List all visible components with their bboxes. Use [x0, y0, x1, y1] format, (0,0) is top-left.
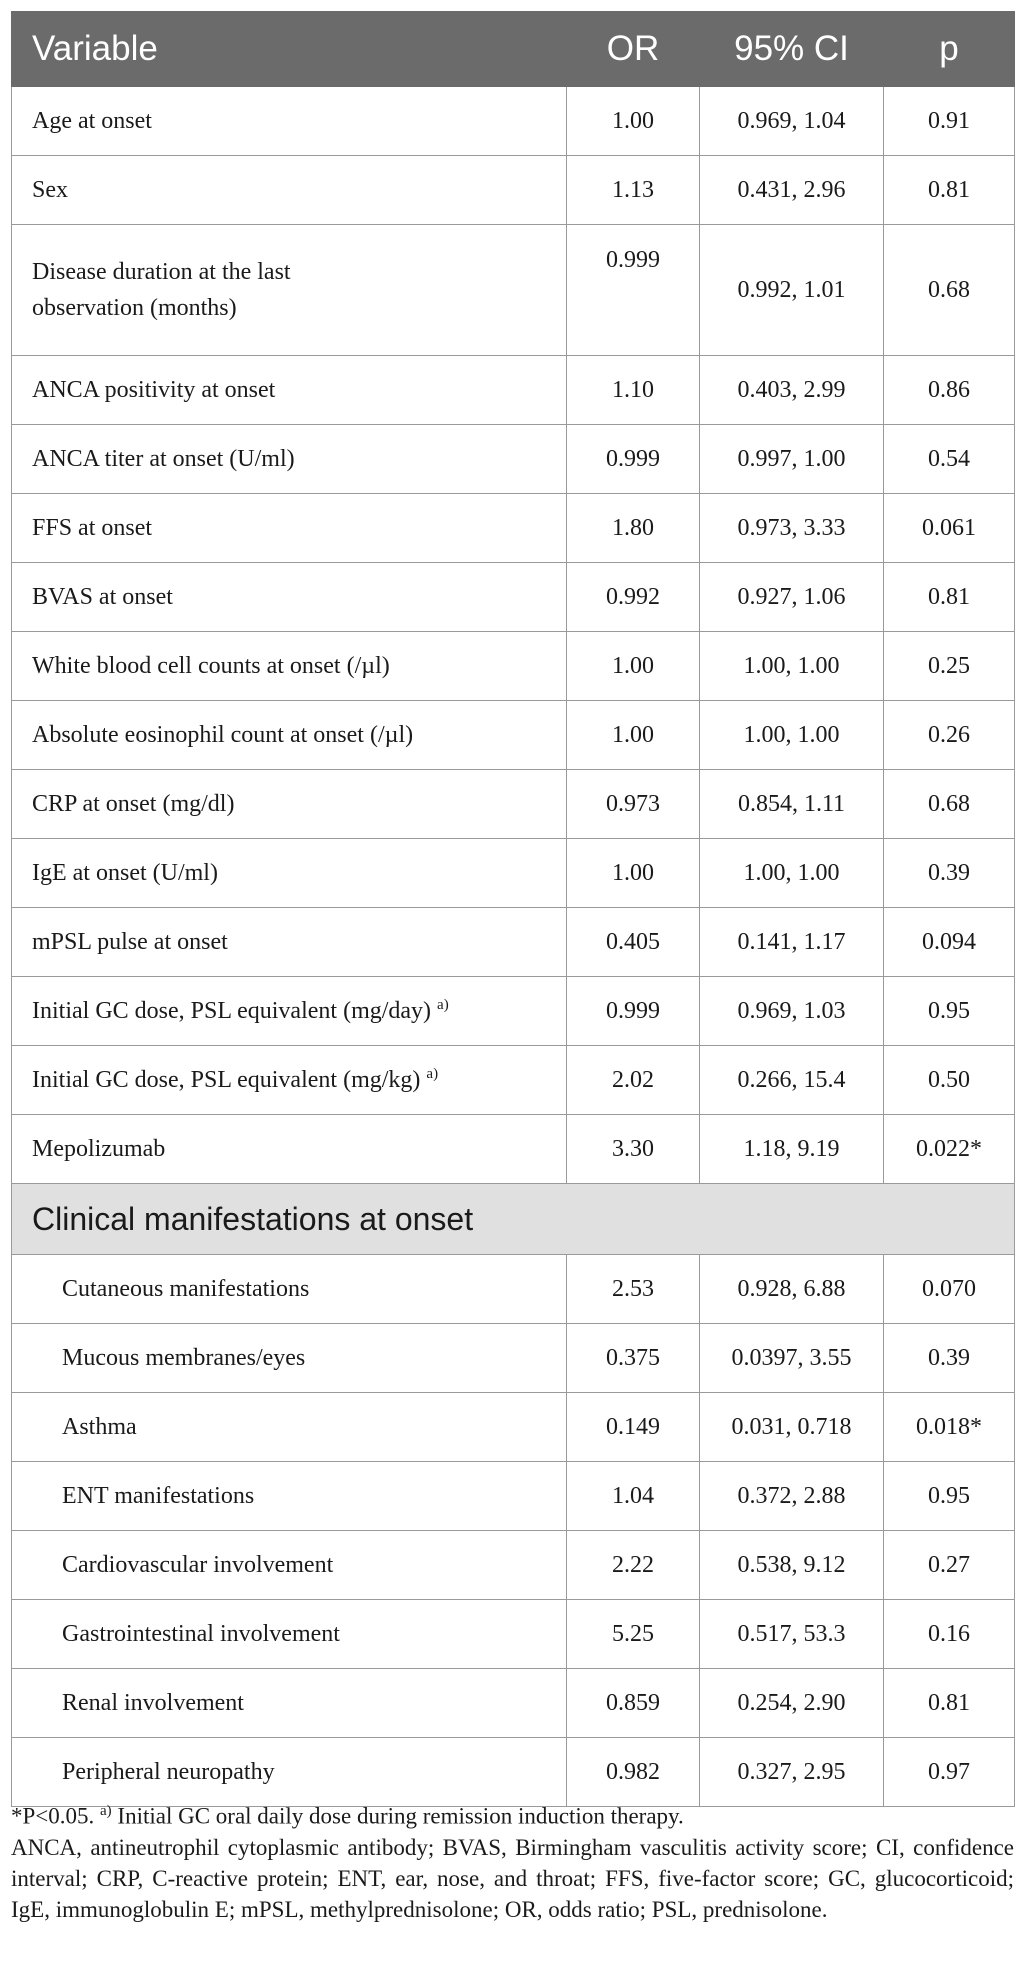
table-row — [12, 1531, 1015, 1600]
row-variable — [12, 977, 567, 1046]
row-or: 0.405 — [567, 908, 700, 977]
table-row — [12, 425, 1015, 494]
row-ci: 0.031, 0.718 — [700, 1393, 884, 1462]
table-row — [12, 701, 1015, 770]
table-row — [12, 632, 1015, 701]
table-row — [12, 1115, 1015, 1184]
row-ci: 0.992, 1.01 — [700, 225, 884, 356]
footnote-a-marker: a) — [100, 1803, 112, 1819]
row-variable — [12, 1046, 567, 1115]
row-ci: 0.431, 2.96 — [700, 156, 884, 225]
row-variable: White blood cell counts at onset (/µl) — [12, 632, 567, 701]
table-row — [12, 87, 1015, 156]
row-variable: ANCA titer at onset (U/ml) — [12, 425, 567, 494]
row-variable: Absolute eosinophil count at onset (/µl) — [12, 701, 567, 770]
row-p: 0.022* — [884, 1115, 1015, 1184]
table-header-row — [12, 12, 1015, 87]
section-title: Clinical manifestations at onset — [12, 1184, 1015, 1255]
row-or: 1.10 — [567, 356, 700, 425]
row-or: 0.973 — [567, 770, 700, 839]
row-p: 0.95 — [884, 1462, 1015, 1531]
table-row — [12, 1324, 1015, 1393]
row-ci: 0.973, 3.33 — [700, 494, 884, 563]
row-or: 1.13 — [567, 156, 700, 225]
row-p: 0.68 — [884, 225, 1015, 356]
footnote-marker: a) — [426, 1066, 439, 1082]
row-variable: IgE at onset (U/ml) — [12, 839, 567, 908]
footnote-sig-text: *P<0.05. — [11, 1803, 95, 1829]
row-variable-line1: Disease duration at the last — [32, 259, 291, 285]
row-variable: Gastrointestinal involvement — [12, 1600, 567, 1669]
row-ci: 0.997, 1.00 — [700, 425, 884, 494]
table-row — [12, 977, 1015, 1046]
row-ci: 0.854, 1.11 — [700, 770, 884, 839]
row-p: 0.86 — [884, 356, 1015, 425]
row-ci: 0.403, 2.99 — [700, 356, 884, 425]
row-ci: 1.00, 1.00 — [700, 839, 884, 908]
results-table-container — [11, 11, 1014, 1807]
row-or: 0.859 — [567, 1669, 700, 1738]
footnote-significance — [11, 1796, 1014, 1832]
row-ci: 0.969, 1.03 — [700, 977, 884, 1046]
row-variable: Age at onset — [12, 87, 567, 156]
row-or: 2.02 — [567, 1046, 700, 1115]
row-variable: CRP at onset (mg/dl) — [12, 770, 567, 839]
header-p: p — [884, 12, 1015, 87]
header-ci: 95% CI — [700, 12, 884, 87]
table-row — [12, 1255, 1015, 1324]
table-row — [12, 1600, 1015, 1669]
table-footnotes — [11, 1796, 1014, 1925]
row-or: 0.992 — [567, 563, 700, 632]
row-p: 0.094 — [884, 908, 1015, 977]
row-variable: Asthma — [12, 1393, 567, 1462]
row-variable: Renal involvement — [12, 1669, 567, 1738]
row-ci: 0.327, 2.95 — [700, 1738, 884, 1807]
row-variable: Sex — [12, 156, 567, 225]
row-p: 0.81 — [884, 156, 1015, 225]
row-or: 1.00 — [567, 632, 700, 701]
row-ci: 0.254, 2.90 — [700, 1669, 884, 1738]
row-p: 0.68 — [884, 770, 1015, 839]
row-p: 0.91 — [884, 87, 1015, 156]
footnote-abbreviations: ANCA, antineutrophil cytoplasmic antibody; BVAS, Birmingham vasculitis activity score; CI, confidence interval; CRP, C-reactive protein; ENT, ear, nose, and throat; FFS, five-factor score; GC, glucocorticoid; IgE, immunoglobulin E; mPSL, methylprednisolone; OR, odds ratio; PSL, prednisolone. — [11, 1834, 1014, 1922]
table-row — [12, 908, 1015, 977]
row-variable: ANCA positivity at onset — [12, 356, 567, 425]
footnote-a-text: Initial GC oral daily dose during remission induction therapy. — [111, 1803, 684, 1829]
row-variable: ENT manifestations — [12, 1462, 567, 1531]
row-p: 0.061 — [884, 494, 1015, 563]
row-or: 1.04 — [567, 1462, 700, 1531]
row-variable: Peripheral neuropathy — [12, 1738, 567, 1807]
footnote-marker: a) — [437, 997, 449, 1013]
row-or: 2.53 — [567, 1255, 700, 1324]
row-p: 0.81 — [884, 563, 1015, 632]
row-or: 0.375 — [567, 1324, 700, 1393]
row-variable: Mepolizumab — [12, 1115, 567, 1184]
table-row — [12, 225, 1015, 356]
row-or: 0.999 — [567, 425, 700, 494]
row-p: 0.39 — [884, 1324, 1015, 1393]
row-or: 1.00 — [567, 701, 700, 770]
row-p: 0.97 — [884, 1738, 1015, 1807]
row-or: 1.00 — [567, 87, 700, 156]
row-variable — [12, 225, 567, 356]
section-header-row — [12, 1184, 1015, 1255]
row-ci: 1.00, 1.00 — [700, 632, 884, 701]
table-row — [12, 356, 1015, 425]
row-variable: Cardiovascular involvement — [12, 1531, 567, 1600]
row-variable-text: Initial GC dose, PSL equivalent (mg/day) — [32, 998, 432, 1024]
row-ci: 0.0397, 3.55 — [700, 1324, 884, 1393]
row-ci: 0.517, 53.3 — [700, 1600, 884, 1669]
row-ci: 1.00, 1.00 — [700, 701, 884, 770]
row-or: 3.30 — [567, 1115, 700, 1184]
row-p: 0.16 — [884, 1600, 1015, 1669]
row-p: 0.018* — [884, 1393, 1015, 1462]
row-variable-line2: observation (months) — [32, 295, 237, 321]
row-ci: 0.969, 1.04 — [700, 87, 884, 156]
table-row — [12, 1462, 1015, 1531]
row-or: 0.149 — [567, 1393, 700, 1462]
logistic-regression-table — [11, 11, 1015, 1807]
row-variable: mPSL pulse at onset — [12, 908, 567, 977]
row-or: 0.982 — [567, 1738, 700, 1807]
row-ci: 0.928, 6.88 — [700, 1255, 884, 1324]
row-p: 0.81 — [884, 1669, 1015, 1738]
table-row — [12, 563, 1015, 632]
row-variable: BVAS at onset — [12, 563, 567, 632]
row-variable: Cutaneous manifestations — [12, 1255, 567, 1324]
row-ci: 0.372, 2.88 — [700, 1462, 884, 1531]
row-p: 0.39 — [884, 839, 1015, 908]
row-ci: 1.18, 9.19 — [700, 1115, 884, 1184]
row-or: 0.999 — [567, 225, 700, 356]
table-row — [12, 156, 1015, 225]
row-or: 1.00 — [567, 839, 700, 908]
table-row — [12, 839, 1015, 908]
row-or: 2.22 — [567, 1531, 700, 1600]
table-row — [12, 1393, 1015, 1462]
row-p: 0.95 — [884, 977, 1015, 1046]
header-variable: Variable — [12, 12, 567, 87]
row-variable: Mucous membranes/eyes — [12, 1324, 567, 1393]
table-row — [12, 770, 1015, 839]
row-or: 5.25 — [567, 1600, 700, 1669]
row-p: 0.26 — [884, 701, 1015, 770]
row-or: 1.80 — [567, 494, 700, 563]
row-p: 0.27 — [884, 1531, 1015, 1600]
row-ci: 0.927, 1.06 — [700, 563, 884, 632]
row-p: 0.25 — [884, 632, 1015, 701]
row-or: 0.999 — [567, 977, 700, 1046]
row-p: 0.50 — [884, 1046, 1015, 1115]
row-ci: 0.266, 15.4 — [700, 1046, 884, 1115]
row-variable: FFS at onset — [12, 494, 567, 563]
header-or: OR — [567, 12, 700, 87]
table-row — [12, 1669, 1015, 1738]
row-p: 0.070 — [884, 1255, 1015, 1324]
table-row — [12, 1046, 1015, 1115]
row-variable-text: Initial GC dose, PSL equivalent (mg/kg) — [32, 1067, 421, 1093]
row-ci: 0.538, 9.12 — [700, 1531, 884, 1600]
row-p: 0.54 — [884, 425, 1015, 494]
row-ci: 0.141, 1.17 — [700, 908, 884, 977]
table-row — [12, 494, 1015, 563]
